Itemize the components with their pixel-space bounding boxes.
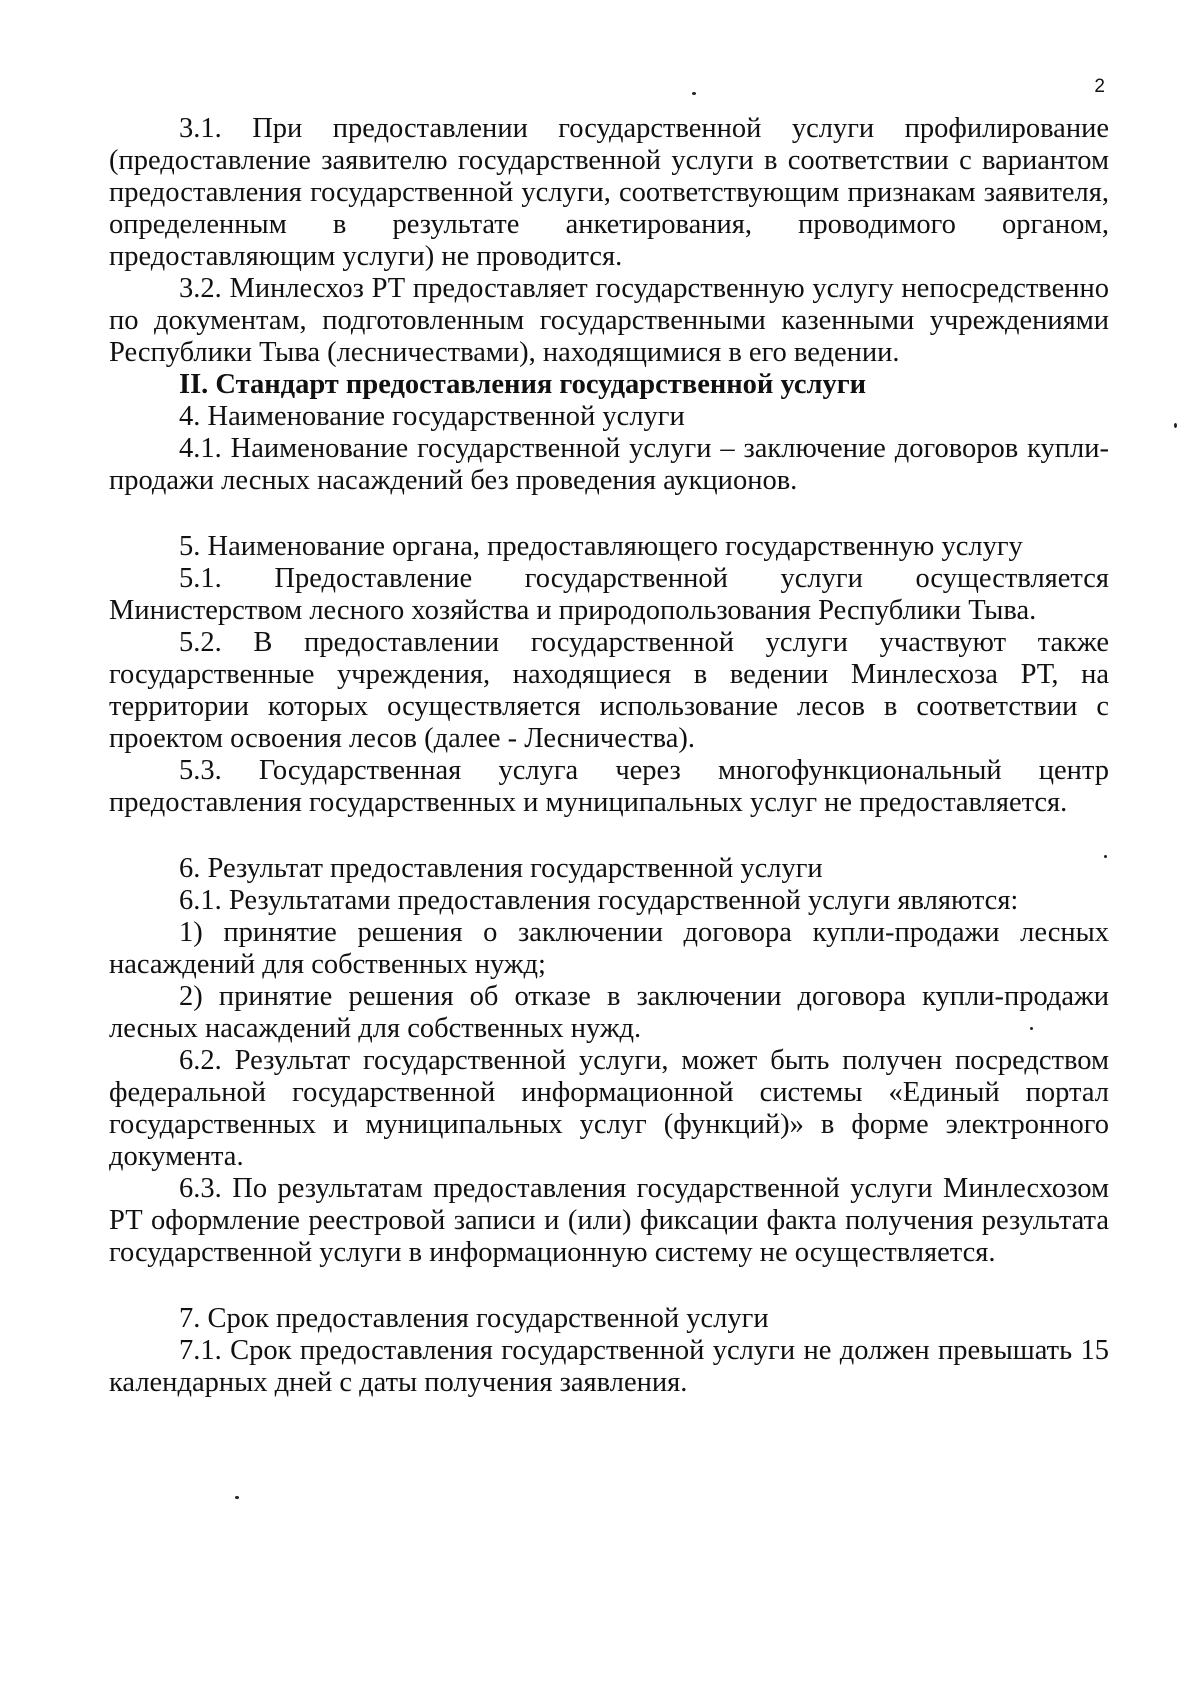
scan-speck (692, 92, 696, 95)
paragraph-6-1-item-1: 1) принятие решения о заключении договора купли-продажи лесных насаждений для собственных нужд; (109, 917, 1109, 980)
paragraph-4-1: 4.1. Наименование государственной услуги – заключение договоров купли-продажи лесных насаждений без проведения аукционов. (109, 433, 1109, 496)
subheading-4: 4. Наименование государственной услуги (179, 401, 685, 432)
paragraph-7-1: 7.1. Срок предоставления государственной услуги не должен превышать 15 календарных дней с даты получения заявления. (109, 1335, 1109, 1398)
paragraph-3-1: 3.1. При предоставлении государственной услуги профилирование (предоставление заявителю государственной услуги в соответствии с вариантом предоставления государственной услуги, соответствующим признакам заявителя, определенным в результате анкетирования, проводимого органом, предоставляющим услуги) не проводится. (109, 113, 1109, 272)
paragraph-6-3: 6.3. По результатам предоставления государственной услуги Минлесхозом РТ оформление реестровой записи и (или) фиксации факта получения результата государственной услуги в информационную систему не осуществляется. (109, 1173, 1109, 1268)
paragraph-6-1: 6.1. Результатами предоставления государственной услуги являются: (179, 885, 1019, 916)
subheading-7: 7. Срок предоставления государственной услуги (179, 1303, 769, 1334)
paragraph-5-3: 5.3. Государственная услуга через многофункциональный центр предоставления государственных и муниципальных услуг не предоставляется. (109, 755, 1109, 818)
paragraph-3-2: 3.2. Минлесхоз РТ предоставляет государственную услугу непосредственно по документам, подготовленным государственными казенными учреждениями Республики Тыва (лесничествами), находящимися в его ведении. (109, 273, 1109, 368)
scan-speck (1174, 423, 1177, 428)
paragraph-6-2: 6.2. Результат государственной услуги, может быть получен посредством федеральной государственной информационной системы «Единый портал государственных и муниципальных услуг (функций)» в форме электронного документа. (109, 1045, 1109, 1172)
section-heading-2: II. Стандарт предоставления государственной услуги (179, 369, 867, 400)
subheading-6: 6. Результат предоставления государственной услуги (179, 853, 823, 884)
page-number: 2 (1094, 76, 1105, 97)
paragraph-6-1-item-2: 2) принятие решения об отказе в заключении договора купли-продажи лесных насаждений для собственных нужд. (109, 981, 1109, 1044)
scan-speck (235, 1496, 239, 1499)
subheading-5: 5. Наименование органа, предоставляющего государственную услугу (179, 531, 1023, 562)
document-body (109, 113, 1109, 1399)
paragraph-5-2: 5.2. В предоставлении государственной услуги участвуют также государственные учреждения, находящиеся в ведении Минлесхоза РТ, на территории которых осуществляется использование лесов в соответствии с проектом освоения лесов (далее - Лесничества). (109, 627, 1109, 754)
paragraph-5-1: 5.1. Предоставление государственной услуги осуществляется Министерством лесного хозяйства и природопользования Республики Тыва. (109, 563, 1109, 626)
